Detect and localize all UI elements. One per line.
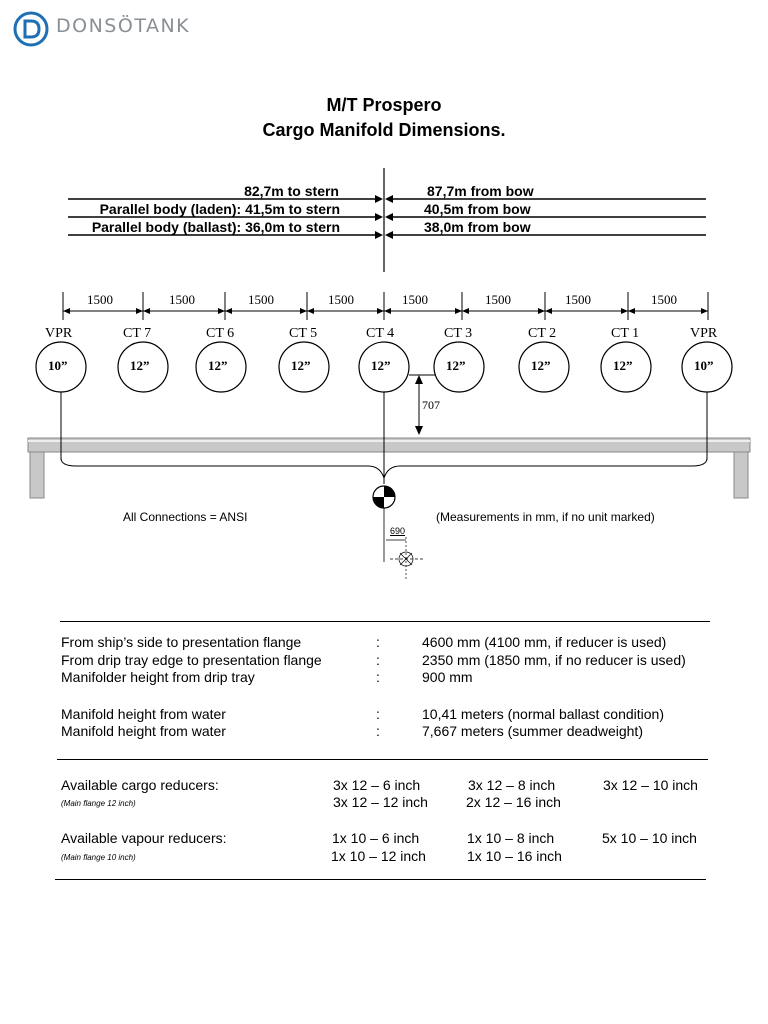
dim-row-2-left: Parallel body (laden): 41,5m to stern xyxy=(99,201,340,217)
distance-separator: : xyxy=(376,669,380,685)
spacing-label: 1500 xyxy=(328,292,354,307)
tank-label: CT 4 xyxy=(366,326,395,341)
flange-size: 12” xyxy=(446,358,466,373)
center-marker-icon xyxy=(373,486,395,508)
tank-label: CT 7 xyxy=(123,326,152,341)
flange-size: 12” xyxy=(613,358,633,373)
flange-dimension-label: 690 xyxy=(390,526,406,536)
cargo-reducers-subnote: (Main flange 12 inch) xyxy=(61,799,136,808)
spacing-label: 1500 xyxy=(87,292,113,307)
spacing-label: 1500 xyxy=(485,292,511,307)
spacing-label: 1500 xyxy=(651,292,677,307)
brand-name: DONSÖTANK xyxy=(56,15,191,37)
flange-size: 10” xyxy=(694,358,714,373)
dim-row-1-right: 87,7m from bow xyxy=(427,183,534,199)
tank-label: CT 5 xyxy=(289,326,318,341)
distance-value: 10,41 meters (normal ballast condition) xyxy=(422,706,665,722)
dim-row-2-right: 40,5m from bow xyxy=(424,201,531,217)
dim-row-3-right: 38,0m from bow xyxy=(424,219,531,235)
vapour-reducer-item: 1x 10 – 12 inch xyxy=(331,848,426,864)
flange-size: 12” xyxy=(531,358,551,373)
distance-separator: : xyxy=(376,706,380,722)
vapour-reducer-item: 5x 10 – 10 inch xyxy=(602,830,697,846)
cargo-reducers-label: Available cargo reducers: xyxy=(61,777,219,793)
vapour-reducer-item: 1x 10 – 8 inch xyxy=(467,830,555,846)
divider xyxy=(55,879,706,880)
distance-label: Manifolder height from drip tray xyxy=(61,669,255,685)
distance-value: 900 mm xyxy=(422,669,473,685)
vapour-reducer-item: 1x 10 – 6 inch xyxy=(332,830,420,846)
tank-label: CT 3 xyxy=(444,326,473,341)
spacing-label: 1500 xyxy=(248,292,274,307)
units-note: (Measurements in mm, if no unit marked) xyxy=(436,510,655,524)
distance-label: From ship’s side to presentation flange xyxy=(61,634,302,650)
spacing-label: 1500 xyxy=(402,292,428,307)
vapour-reducer-item: 1x 10 – 16 inch xyxy=(467,848,562,864)
distance-label: Manifold height from water xyxy=(61,706,226,722)
spacing-dimensions xyxy=(63,292,708,320)
cargo-reducer-item: 3x 12 – 8 inch xyxy=(468,777,556,793)
flange-size: 12” xyxy=(371,358,391,373)
distance-label: Manifold height from water xyxy=(61,723,226,739)
vapour-reducers-label: Available vapour reducers: xyxy=(61,830,227,846)
tank-label: VPR xyxy=(45,326,73,341)
dim-row-3-left: Parallel body (ballast): 36,0m to stern xyxy=(91,219,340,235)
cargo-reducer-item: 3x 12 – 12 inch xyxy=(333,794,428,810)
distance-value: 2350 mm (1850 mm, if no reducer is used) xyxy=(422,652,686,668)
flange-size: 12” xyxy=(291,358,311,373)
spacing-label: 1500 xyxy=(565,292,591,307)
cargo-reducer-item: 3x 12 – 6 inch xyxy=(333,777,421,793)
tank-label: CT 2 xyxy=(528,326,557,341)
distance-separator: : xyxy=(376,652,380,668)
tank-label: CT 6 xyxy=(206,326,235,341)
flange-size: 12” xyxy=(130,358,150,373)
dim-row-1-left: 82,7m to stern xyxy=(244,183,339,199)
page-title: M/T Prospero xyxy=(326,95,442,115)
flange-size: 10” xyxy=(48,358,68,373)
distance-value: 4600 mm (4100 mm, if reducer is used) xyxy=(422,634,667,650)
distance-label: From drip tray edge to presentation flange xyxy=(61,652,322,668)
cargo-reducer-item: 2x 12 – 16 inch xyxy=(466,794,561,810)
divider xyxy=(57,759,708,760)
height-dimension-label: 707 xyxy=(422,398,440,412)
flange-size: 12” xyxy=(208,358,228,373)
spacing-label: 1500 xyxy=(169,292,195,307)
distance-value: 7,667 meters (summer deadweight) xyxy=(422,723,643,739)
page-subtitle: Cargo Manifold Dimensions. xyxy=(262,120,506,140)
distance-separator: : xyxy=(376,723,380,739)
distance-separator: : xyxy=(376,634,380,650)
tank-label: VPR xyxy=(690,326,718,341)
connections-note: All Connections = ANSI xyxy=(123,510,248,524)
tank-label: CT 1 xyxy=(611,326,640,341)
divider xyxy=(60,621,710,622)
cargo-reducer-item: 3x 12 – 10 inch xyxy=(603,777,698,793)
vapour-reducers-subnote: (Main flange 10 inch) xyxy=(61,853,136,862)
